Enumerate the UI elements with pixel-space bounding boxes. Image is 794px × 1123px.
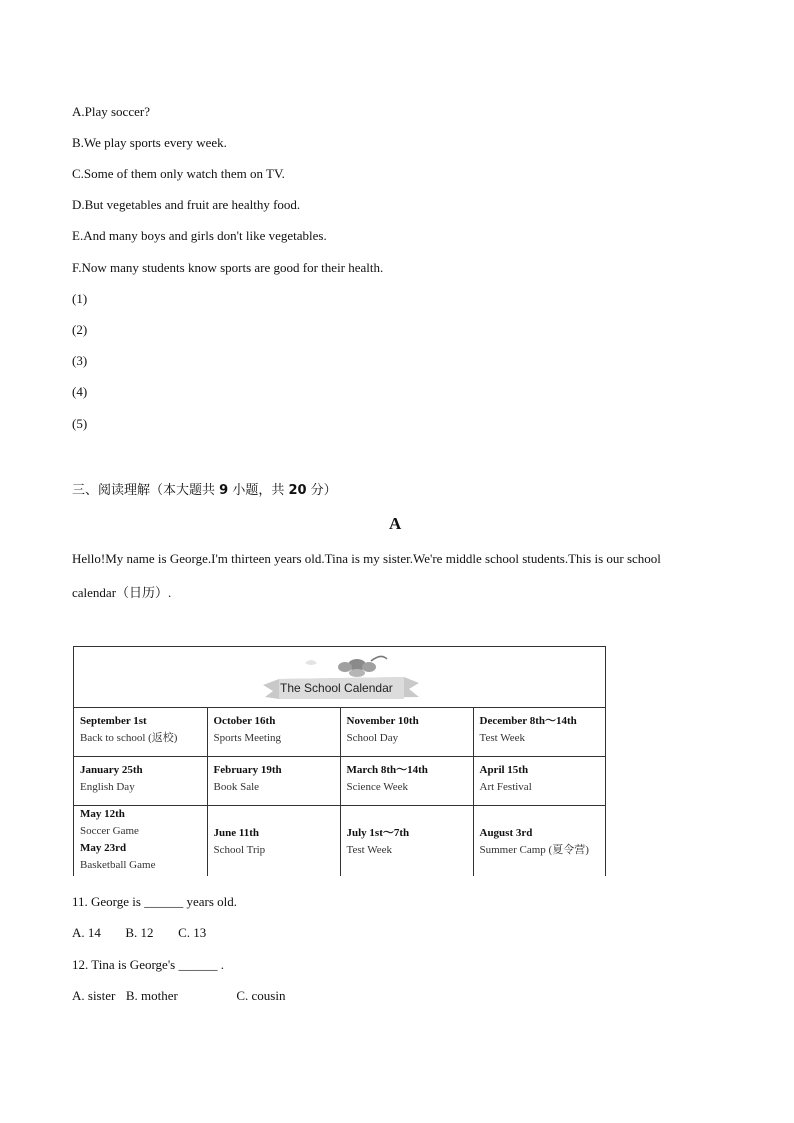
school-calendar <box>73 646 606 876</box>
question-11-stem: 11. George is ______ years old. <box>72 894 238 909</box>
calendar-cell: June 11th School Trip <box>207 806 340 877</box>
option-f: F.Now many students know sports are good for their health. <box>72 260 384 275</box>
choice[interactable]: A. sister <box>72 988 116 1003</box>
calendar-cell: January 25th English Day <box>74 757 207 806</box>
option-e: E.And many boys and girls don't like vegetables. <box>72 228 327 243</box>
section-heading: 三、阅读理解（本大题共 9 小题，共 20 分） <box>72 483 337 498</box>
choice[interactable]: B. mother <box>125 988 178 1003</box>
option-b: B.We play sports every week. <box>72 135 227 150</box>
calendar-title: The School Calendar <box>280 681 393 695</box>
calendar-grid <box>74 708 606 876</box>
calendar-cell: May 12th Soccer Game May 23rd Basketball Game <box>74 806 207 877</box>
blank-1: (1) <box>72 291 88 306</box>
blank-5: (5) <box>72 416 88 431</box>
option-d: D.But vegetables and fruit are healthy food. <box>72 197 301 212</box>
choice[interactable]: C. 13 <box>178 925 207 940</box>
calendar-cell: February 19th Book Sale <box>207 757 340 806</box>
calendar-header <box>74 647 605 708</box>
choice[interactable]: C. cousin <box>236 988 286 1003</box>
calendar-cell: November 10th School Day <box>340 708 473 757</box>
calendar-row <box>74 757 606 806</box>
passage-label: A <box>389 514 402 533</box>
calendar-cell: December 8th～14th Test Week <box>473 708 606 757</box>
calendar-cell: March 8th～14th Science Week <box>340 757 473 806</box>
calendar-cell: July 1st～7th Test Week <box>340 806 473 877</box>
option-a: A.Play soccer? <box>72 104 150 119</box>
question-12-stem: 12. Tina is George's ______ . <box>72 957 224 972</box>
option-c: C.Some of them only watch them on TV. <box>72 166 285 181</box>
calendar-row <box>74 708 606 757</box>
calendar-cell: October 16th Sports Meeting <box>207 708 340 757</box>
choice[interactable]: B. 12 <box>125 925 154 940</box>
blank-4: (4) <box>72 384 88 399</box>
choice[interactable]: A. 14 <box>72 925 101 940</box>
blank-2: (2) <box>72 322 88 337</box>
calendar-row <box>74 806 606 877</box>
passage-line-1: Hello!My name is George.I'm thirteen years old.Tina is my sister.We're middle school students.This is our school <box>72 551 661 566</box>
calendar-cell: September 1st Back to school (返校) <box>74 708 207 757</box>
blank-3: (3) <box>72 353 88 368</box>
passage-line-2: calendar（日历）. <box>72 585 172 600</box>
calendar-banner-icon <box>259 653 424 705</box>
calendar-cell: August 3rd Summer Camp (夏令营) <box>479 827 589 856</box>
question-12-choices <box>72 988 285 1004</box>
question-11-choices <box>72 925 206 941</box>
calendar-cell: April 15th Art Festival <box>473 757 606 806</box>
